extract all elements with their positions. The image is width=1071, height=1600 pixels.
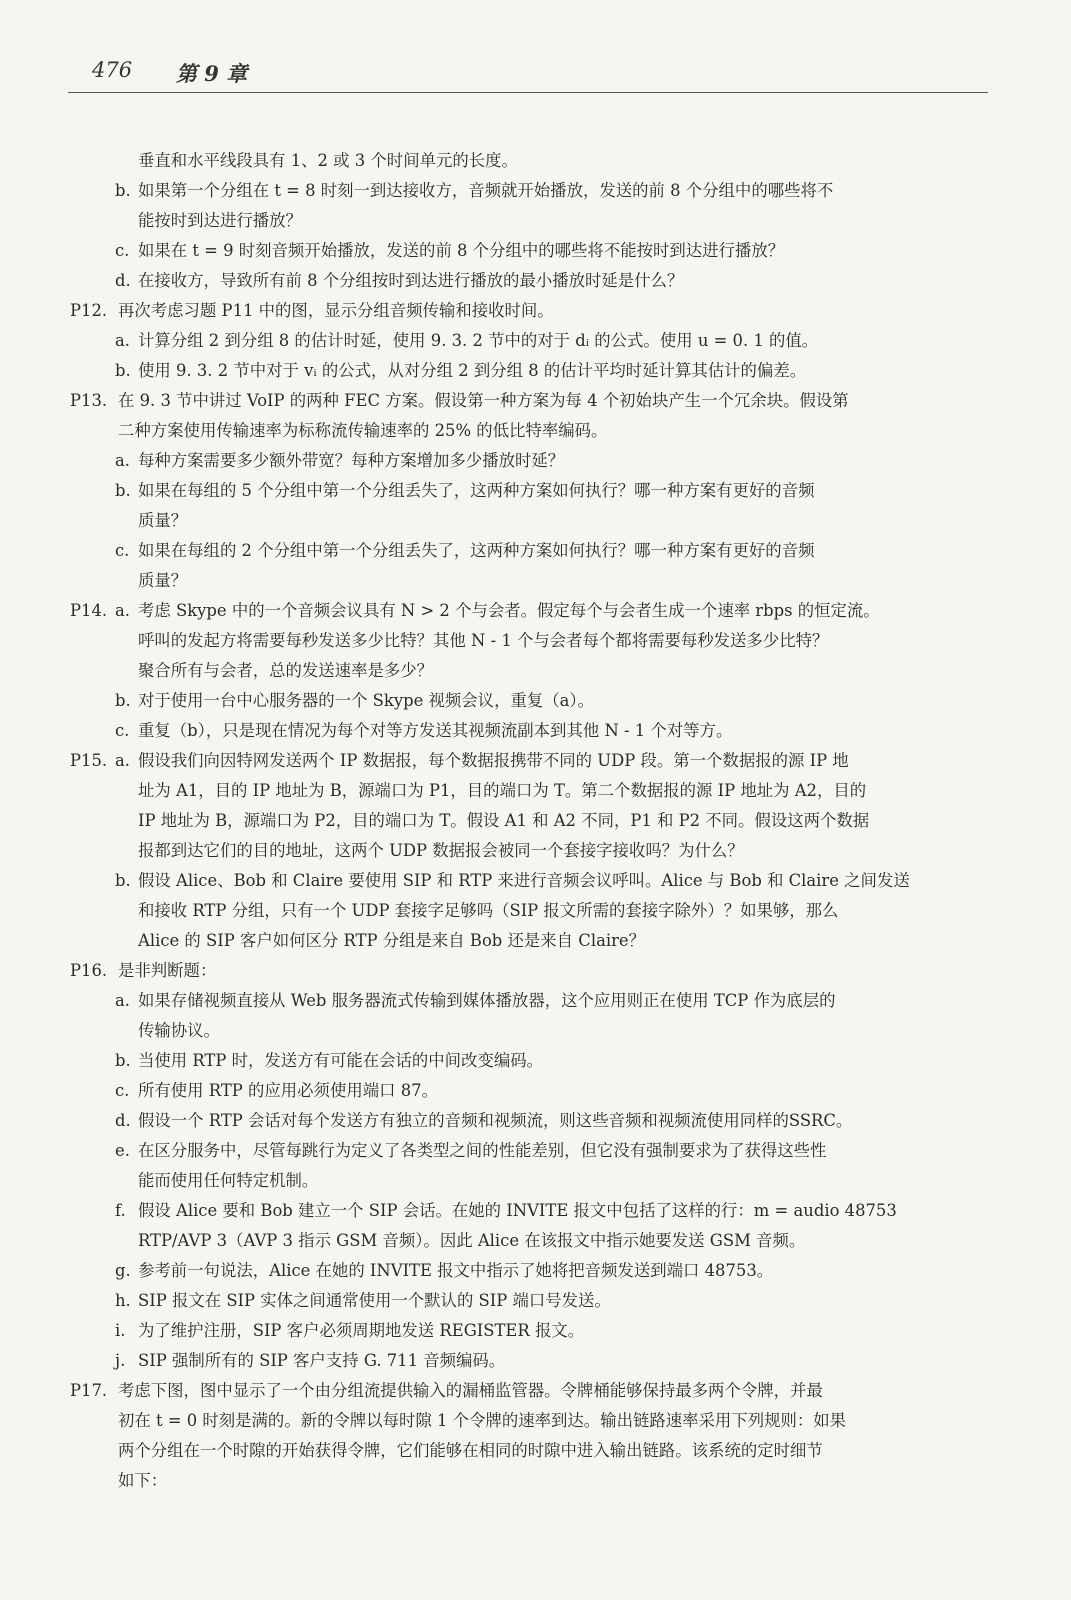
line-text: 假设 Alice 要和 Bob 建立一个 SIP 会话。在她的 INVITE 报文中包括了这样的行：m = audio 48753 (138, 1201, 897, 1220)
problem-number: P14. (70, 601, 108, 620)
line-text: 考虑 Skype 中的一个音频会议具有 N > 2 个与会者。假定每个与会者生成一个速率 rbps 的恒定流。 (138, 601, 880, 620)
text-line (0, 1136, 1071, 1166)
text-line (0, 326, 1071, 356)
line-text: 在 9. 3 节中讲过 VoIP 的两种 FEC 方案。假设第一种方案为每 4 个初始块产生一个冗余块。假设第 (118, 391, 849, 410)
text-line (0, 536, 1071, 566)
text-line (0, 626, 1071, 656)
line-text: 如果在每组的 2 个分组中第一个分组丢失了，这两种方案如何执行？哪一种方案有更好的音频 (138, 541, 815, 560)
chapter-title: 第 9 章 (176, 61, 248, 86)
text-line (0, 236, 1071, 266)
sub-label: b. (115, 481, 131, 500)
text-line (0, 416, 1071, 446)
line-text: 使用 9. 3. 2 节中对于 vᵢ 的公式，从对分组 2 到分组 8 的估计平均时延计算其估计的偏差。 (138, 361, 807, 380)
line-text: 质量？ (138, 511, 188, 530)
sub-label: b. (115, 1051, 131, 1070)
text-line (0, 896, 1071, 926)
page-header (68, 52, 988, 93)
text-line (0, 266, 1071, 296)
line-text: 和接收 RTP 分组，只有一个 UDP 套接字足够吗（SIP 报文所需的套接字除外）？如果够，那么 (138, 901, 839, 920)
line-text: 当使用 RTP 时，发送方有可能在会话的中间改变编码。 (138, 1051, 544, 1070)
text-line (0, 1046, 1071, 1076)
line-text: 考虑下图，图中显示了一个由分组流提供输入的漏桶监管器。令牌桶能够保持最多两个令牌，并最 (118, 1381, 823, 1400)
line-text: 质量？ (138, 571, 188, 590)
line-text: 垂直和水平线段具有 1、2 或 3 个时间单元的长度。 (138, 151, 518, 170)
line-text: 在区分服务中，尽管每跳行为定义了各类型之间的性能差别，但它没有强制要求为了获得这些性 (138, 1141, 827, 1160)
line-text: SIP 报文在 SIP 实体之间通常使用一个默认的 SIP 端口号发送。 (138, 1291, 611, 1310)
sub-label: c. (115, 1081, 130, 1100)
sub-label: c. (115, 241, 130, 260)
line-text: 报都到达它们的目的地址，这两个 UDP 数据报会被同一个套接字接收吗？为什么？ (138, 841, 744, 860)
text-line (0, 1166, 1071, 1196)
line-text: 假设我们向因特网发送两个 IP 数据报，每个数据报携带不同的 UDP 段。第一个数据报的源 IP 地 (138, 751, 849, 770)
line-text: Alice 的 SIP 客户如何区分 RTP 分组是来自 Bob 还是来自 Claire？ (138, 931, 646, 950)
page-body (0, 146, 1071, 1496)
sub-label: a. (115, 601, 130, 620)
text-line (0, 596, 1071, 626)
text-line (0, 1076, 1071, 1106)
sub-label: i. (115, 1321, 126, 1340)
line-text: 每种方案需要多少额外带宽？每种方案增加多少播放时延？ (138, 451, 565, 470)
text-line (0, 1256, 1071, 1286)
line-text: 假设 Alice、Bob 和 Claire 要使用 SIP 和 RTP 来进行音频会议呼叫。Alice 与 Bob 和 Claire 之间发送 (138, 871, 910, 890)
line-text: 为了维护注册，SIP 客户必须周期地发送 REGISTER 报文。 (138, 1321, 585, 1340)
text-line (0, 1376, 1071, 1406)
text-line (0, 866, 1071, 896)
sub-label: d. (115, 271, 131, 290)
problem-number: P13. (70, 391, 108, 410)
sub-label: h. (115, 1291, 131, 1310)
sub-label: a. (115, 451, 130, 470)
line-text: RTP/AVP 3（AVP 3 指示 GSM 音频）。因此 Alice 在该报文中指示她要发送 GSM 音频。 (138, 1231, 806, 1250)
text-line (0, 926, 1071, 956)
problem-number: P16. (70, 961, 108, 980)
problem-number: P15. (70, 751, 108, 770)
line-text: 在接收方，导致所有前 8 个分组按时到达进行播放的最小播放时延是什么？ (138, 271, 684, 290)
sub-label: c. (115, 541, 130, 560)
text-line (0, 386, 1071, 416)
text-line (0, 1436, 1071, 1466)
line-text: 对于使用一台中心服务器的一个 Skype 视频会议，重复（a）。 (138, 691, 594, 710)
text-line (0, 1016, 1071, 1046)
sub-label: b. (115, 691, 131, 710)
line-text: 能按时到达进行播放？ (138, 211, 302, 230)
line-text: 计算分组 2 到分组 8 的估计时延，使用 9. 3. 2 节中的对于 dᵢ 的公式。使用 u = 0. 1 的值。 (138, 331, 819, 350)
sub-label: g. (115, 1261, 131, 1280)
line-text: 传输协议。 (138, 1021, 220, 1040)
text-line (0, 356, 1071, 386)
sub-label: j. (115, 1351, 126, 1370)
sub-label: d. (115, 1111, 131, 1130)
line-text: 再次考虑习题 P11 中的图，显示分组音频传输和接收时间。 (118, 301, 554, 320)
text-line (0, 1316, 1071, 1346)
text-line (0, 176, 1071, 206)
sub-label: f. (115, 1201, 126, 1220)
line-text: 所有使用 RTP 的应用必须使用端口 87。 (138, 1081, 438, 1100)
text-line (0, 776, 1071, 806)
text-line (0, 686, 1071, 716)
text-line (0, 746, 1071, 776)
line-text: 如果第一个分组在 t = 8 时刻一到达接收方，音频就开始播放，发送的前 8 个分组中的哪些将不 (138, 181, 834, 200)
line-text: IP 地址为 B，源端口为 P2，目的端口为 T。假设 A1 和 A2 不同，P1 和 P2 不同。假设这两个数据 (138, 811, 870, 830)
line-text: 能而使用任何特定机制。 (138, 1171, 319, 1190)
sub-label: b. (115, 361, 131, 380)
line-text: 假设一个 RTP 会话对每个发送方有独立的音频和视频流，则这些音频和视频流使用同样的SSRC。 (138, 1111, 853, 1130)
text-line (0, 146, 1071, 176)
text-line (0, 476, 1071, 506)
line-text: SIP 强制所有的 SIP 客户支持 G. 711 音频编码。 (138, 1351, 506, 1370)
line-text: 如果在每组的 5 个分组中第一个分组丢失了，这两种方案如何执行？哪一种方案有更好的音频 (138, 481, 815, 500)
text-line (0, 836, 1071, 866)
text-line (0, 1196, 1071, 1226)
sub-label: c. (115, 721, 130, 740)
text-line (0, 206, 1071, 236)
text-line (0, 1286, 1071, 1316)
line-text: 如果在 t = 9 时刻音频开始播放，发送的前 8 个分组中的哪些将不能按时到达进行播放？ (138, 241, 785, 260)
line-text: 参考前一句说法，Alice 在她的 INVITE 报文中指示了她将把音频发送到端口 48753。 (138, 1261, 774, 1280)
sub-label: b. (115, 871, 131, 890)
text-line (0, 716, 1071, 746)
text-line (0, 1466, 1071, 1496)
line-text: 址为 A1，目的 IP 地址为 B，源端口为 P1，目的端口为 T。第二个数据报的源 IP 地址为 A2，目的 (138, 781, 867, 800)
text-line (0, 956, 1071, 986)
problem-number: P12. (70, 301, 108, 320)
line-text: 如下： (118, 1471, 168, 1490)
sub-label: a. (115, 991, 130, 1010)
line-text: 初在 t = 0 时刻是满的。新的令牌以每时隙 1 个令牌的速率到达。输出链路速率采用下列规则：如果 (118, 1411, 847, 1430)
line-text: 聚合所有与会者，总的发送速率是多少？ (138, 661, 434, 680)
line-text: 呼叫的发起方将需要每秒发送多少比特？其他 N - 1 个与会者每个都将需要每秒发送多少比特？ (138, 631, 829, 650)
sub-label: a. (115, 331, 130, 350)
text-line (0, 986, 1071, 1016)
sub-label: e. (115, 1141, 130, 1160)
page-number: 476 (92, 58, 133, 82)
text-line (0, 566, 1071, 596)
text-line (0, 1346, 1071, 1376)
text-line (0, 1406, 1071, 1436)
sub-label: a. (115, 751, 130, 770)
line-text: 重复（b），只是现在情况为每个对等方发送其视频流副本到其他 N - 1 个对等方。 (138, 721, 733, 740)
text-line (0, 1226, 1071, 1256)
text-line (0, 446, 1071, 476)
text-line (0, 656, 1071, 686)
text-line (0, 506, 1071, 536)
text-line (0, 806, 1071, 836)
line-text: 二种方案使用传输速率为标称流传输速率的 25% 的低比特率编码。 (118, 421, 608, 440)
line-text: 如果存储视频直接从 Web 服务器流式传输到媒体播放器，这个应用则正在使用 TCP 作为底层的 (138, 991, 836, 1010)
problem-number: P17. (70, 1381, 108, 1400)
text-line (0, 1106, 1071, 1136)
sub-label: b. (115, 181, 131, 200)
line-text: 是非判断题： (118, 961, 217, 980)
text-line (0, 296, 1071, 326)
line-text: 两个分组在一个时隙的开始获得令牌，它们能够在相同的时隙中进入输出链路。该系统的定时细节 (118, 1441, 823, 1460)
